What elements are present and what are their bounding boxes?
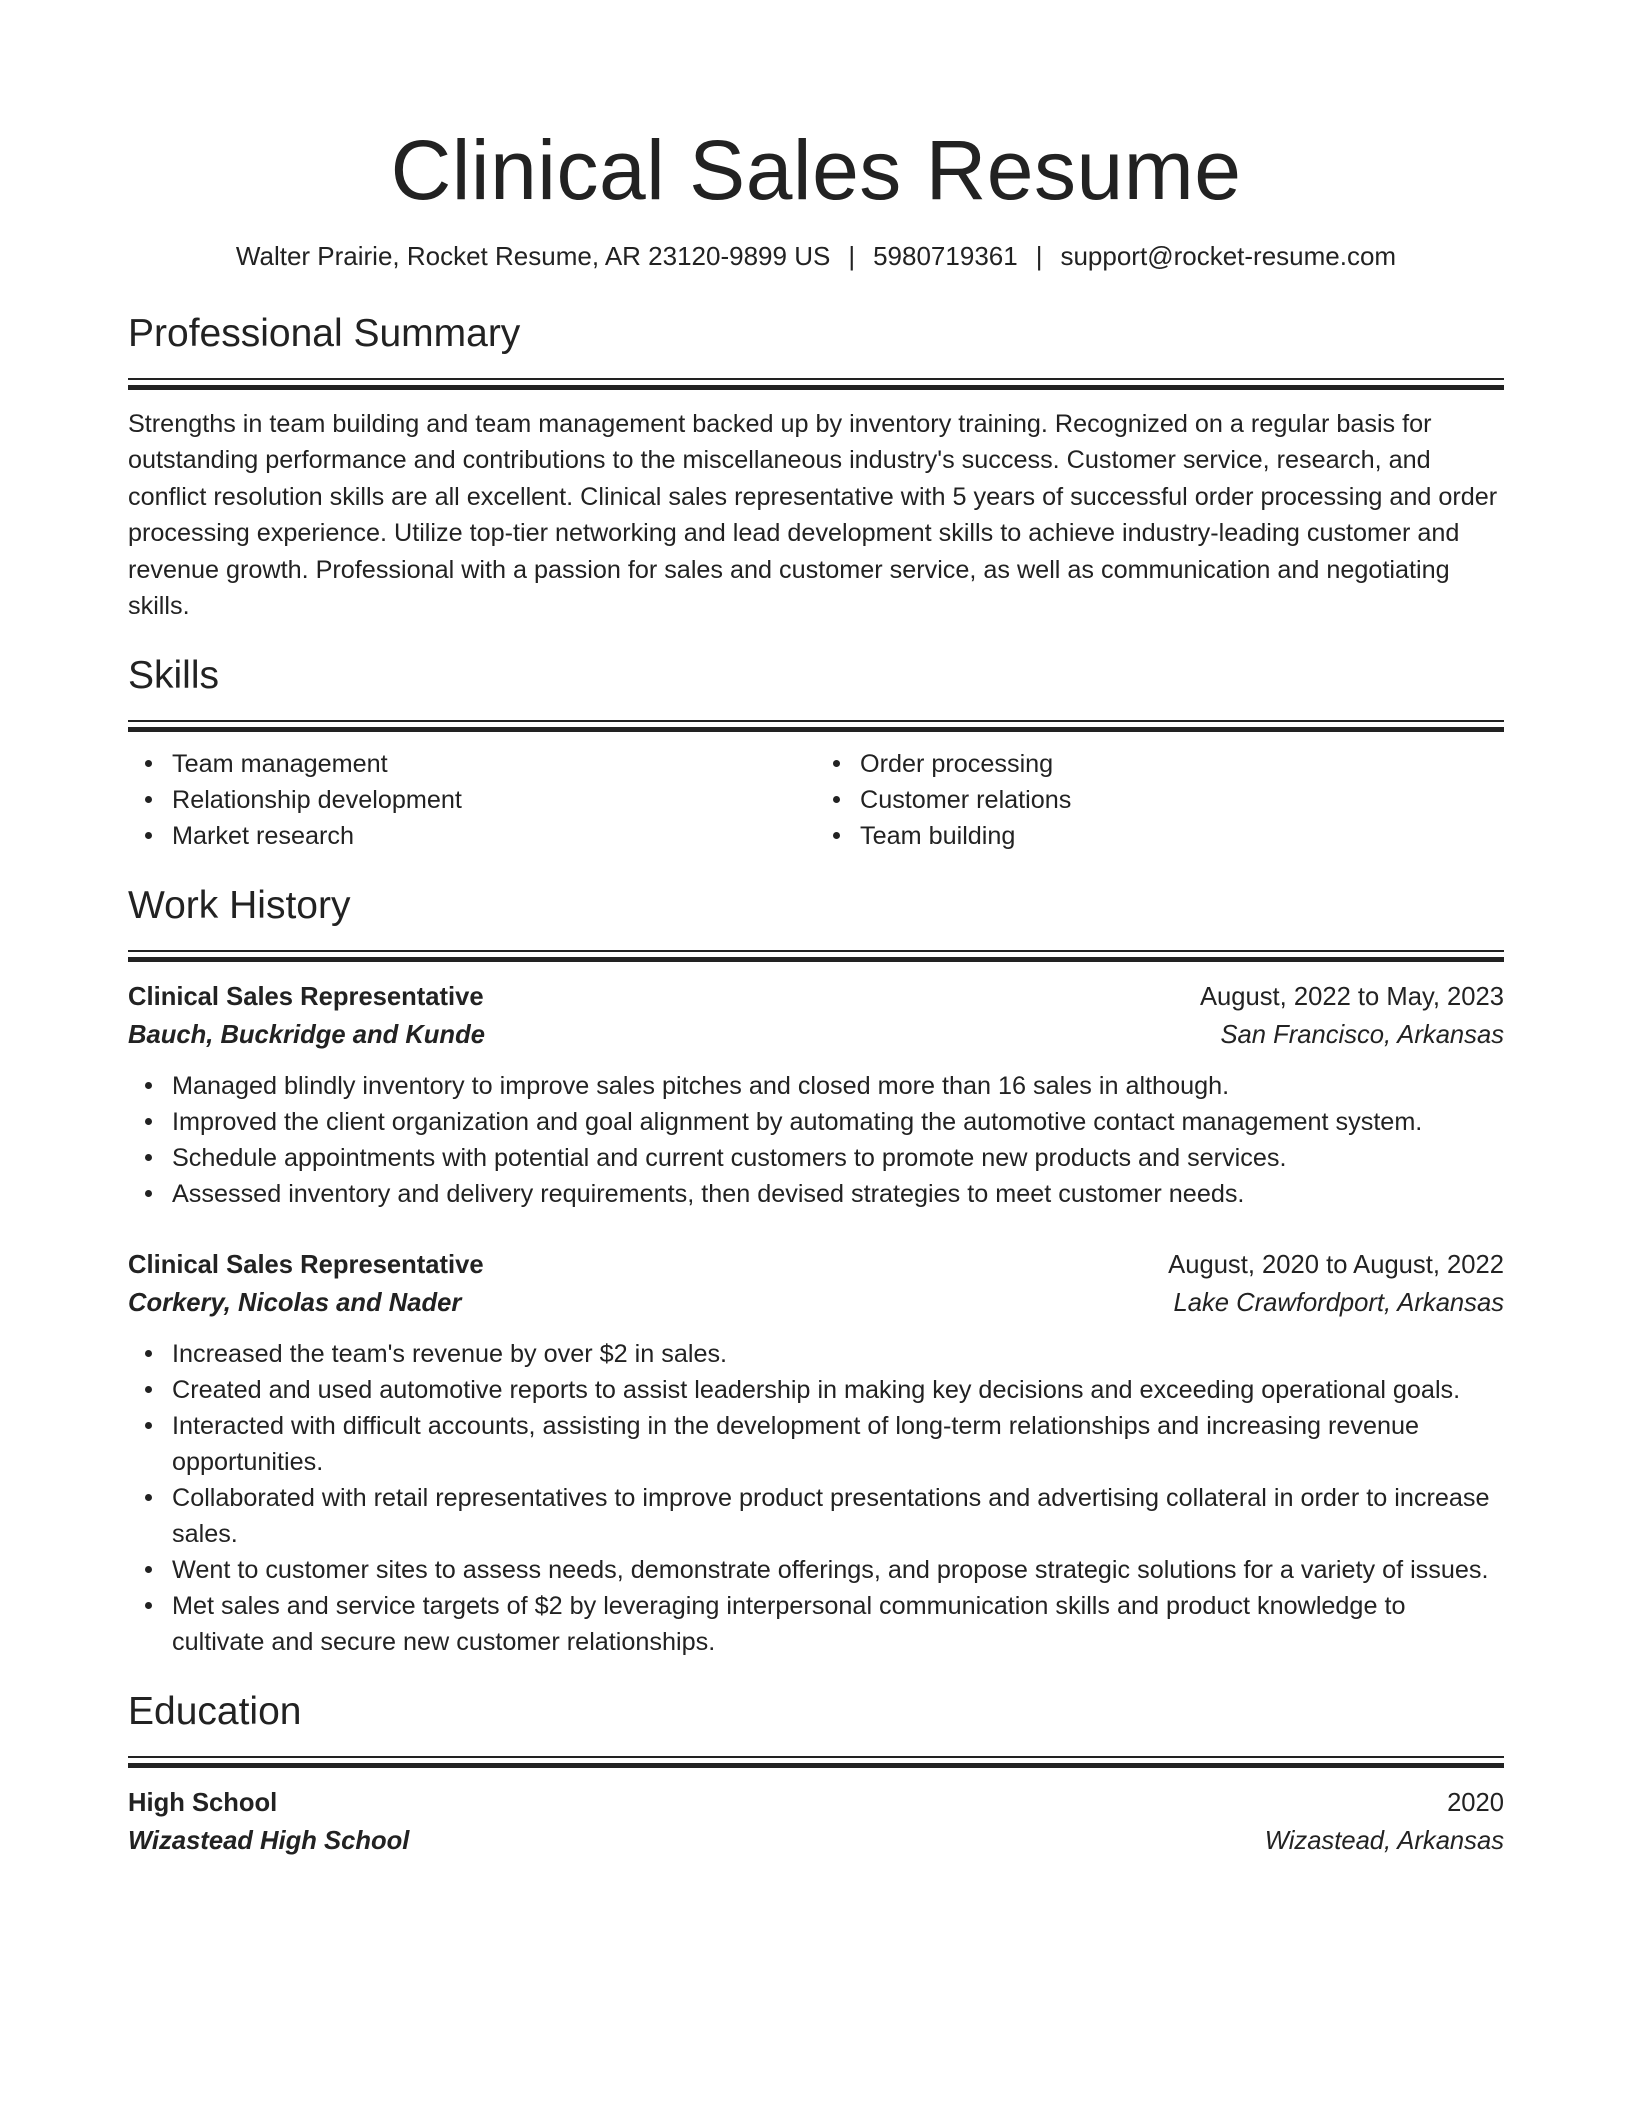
section-education (128, 1686, 1504, 1860)
education-year: 2020 (1447, 1789, 1504, 1818)
job-bullet: Collaborated with retail representatives to improve product presentations and advertising collateral in order to increase sales. (172, 1480, 1504, 1552)
job-entry (128, 1246, 1504, 1660)
skill-item: Relationship development (172, 782, 816, 818)
job-bullet: Created and used automotive reports to assist leadership in making key decisions and exceeding operational goals. (172, 1372, 1504, 1408)
section-skills (128, 650, 1504, 854)
job-title: Clinical Sales Representative (128, 983, 484, 1012)
skills-grid (128, 746, 1504, 854)
education-header (128, 1784, 1504, 1822)
section-divider (128, 1756, 1504, 1768)
contact-separator: | (848, 241, 856, 271)
job-bullet: Assessed inventory and delivery requirements, then devised strategies to meet customer needs. (172, 1176, 1504, 1212)
skill-item: Customer relations (860, 782, 1504, 818)
section-heading-education: Education (128, 1690, 302, 1734)
skill-item: Team management (172, 746, 816, 782)
contact-separator: | (1035, 241, 1043, 271)
job-header (128, 1246, 1504, 1284)
job-title: Clinical Sales Representative (128, 1251, 484, 1280)
job-bullets (128, 1336, 1504, 1660)
contact-email: support@rocket-resume.com (1060, 241, 1397, 271)
contact-line (128, 238, 1504, 274)
section-heading-summary: Professional Summary (128, 312, 521, 355)
skill-item: Order processing (860, 746, 1504, 782)
section-summary (128, 308, 1504, 624)
section-heading-work: Work History (128, 884, 351, 928)
contact-address: Walter Prairie, Rocket Resume, AR 23120-9899 US (235, 241, 831, 271)
job-company: Corkery, Nicolas and Nader (128, 1289, 462, 1318)
job-bullet: Went to customer sites to assess needs, demonstrate offerings, and propose strategic solutions for a variety of issues. (172, 1552, 1504, 1588)
education-subheader (128, 1822, 1504, 1860)
job-company: Bauch, Buckridge and Kunde (128, 1021, 485, 1050)
education-entry (128, 1784, 1504, 1860)
job-entry (128, 978, 1504, 1212)
resume-title: Clinical Sales Resume (390, 123, 1242, 217)
skills-column-right (816, 746, 1504, 854)
job-bullet: Schedule appointments with potential and current customers to promote new products and services. (172, 1140, 1504, 1176)
section-work-history (128, 880, 1504, 1660)
summary-text: Strengths in team building and team management backed up by inventory training. Recognized on a regular basis for outstanding performance and contributions to the miscellaneous industry's success. Customer service, research, and conflict resolution skills are all excellent. Clinical sales representative with 5 years of successful order processing and order processing experience. Utilize top-tier networking and lead development skills to achieve industry-leading customer and revenue growth. Professional with a passion for sales and customer service, as well as communication and negotiating skills. (128, 410, 1498, 621)
job-location: Lake Crawfordport, Arkansas (1173, 1289, 1504, 1318)
job-subheader (128, 1284, 1504, 1322)
education-location: Wizastead, Arkansas (1264, 1827, 1504, 1856)
job-location: San Francisco, Arkansas (1220, 1021, 1504, 1050)
job-bullet: Increased the team's revenue by over $2 in sales. (172, 1336, 1504, 1372)
job-bullet: Met sales and service targets of $2 by leveraging interpersonal communication skills and product knowledge to cultivate and secure new customer relationships. (172, 1588, 1504, 1660)
job-bullet: Interacted with difficult accounts, assisting in the development of long-term relationships and increasing revenue opportunities. (172, 1408, 1504, 1480)
skills-column-left (128, 746, 816, 854)
job-dates: August, 2020 to August, 2022 (1168, 1251, 1504, 1280)
education-school: Wizastead High School (128, 1827, 410, 1856)
job-dates: August, 2022 to May, 2023 (1199, 983, 1504, 1012)
contact-phone: 5980719361 (873, 241, 1018, 271)
job-bullets (128, 1068, 1504, 1212)
education-degree: High School (128, 1789, 278, 1818)
section-heading-skills: Skills (128, 654, 220, 698)
job-bullet: Improved the client organization and goal alignment by automating the automotive contact management system. (172, 1104, 1504, 1140)
section-divider (128, 720, 1504, 732)
job-bullet: Managed blindly inventory to improve sales pitches and closed more than 16 sales in although. (172, 1068, 1504, 1104)
section-divider (128, 950, 1504, 962)
skill-item: Team building (860, 818, 1504, 854)
job-header (128, 978, 1504, 1016)
job-subheader (128, 1016, 1504, 1054)
section-divider (128, 378, 1504, 390)
skill-item: Market research (172, 818, 816, 854)
